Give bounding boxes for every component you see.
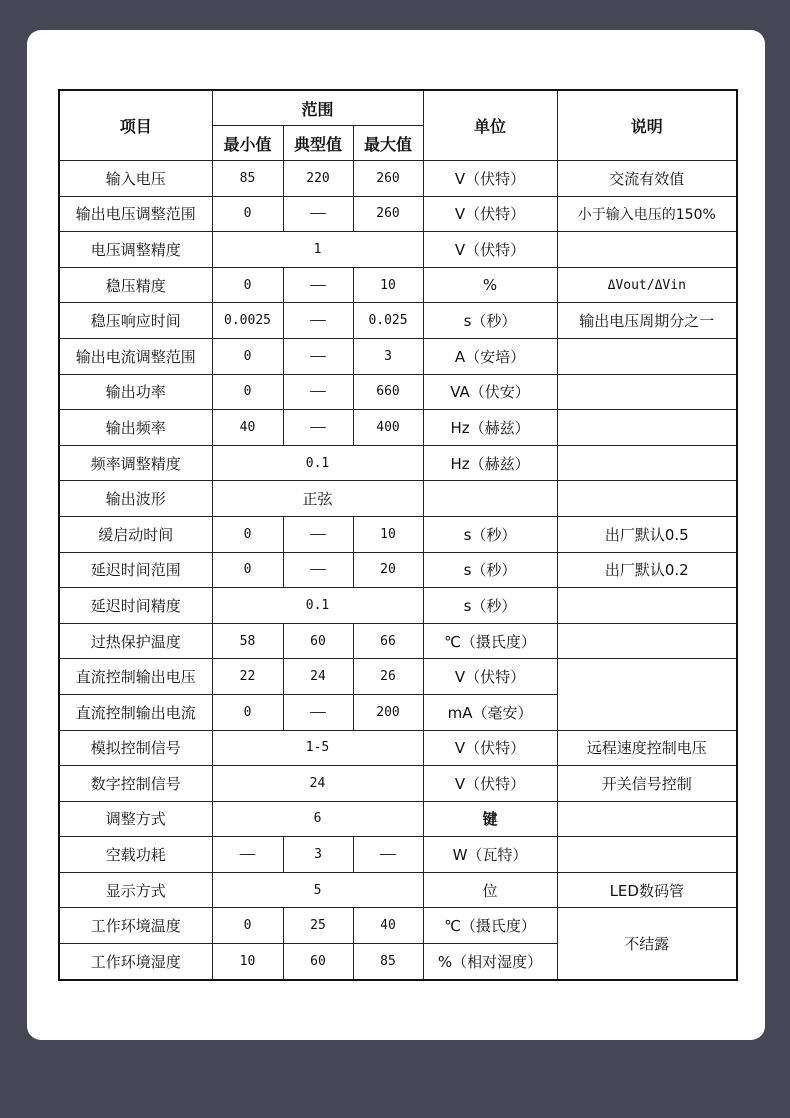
cell-note [557,837,737,873]
cell-max: 20 [353,552,423,588]
cell-note [557,445,737,481]
cell-note [557,588,737,624]
header-item: 项目 [59,90,212,161]
cell-item: 电压调整精度 [59,232,212,268]
table-row [59,623,737,659]
cell-item: 缓启动时间 [59,516,212,552]
cell-item: 延迟时间精度 [59,588,212,624]
cell-item: 直流控制输出电压 [59,659,212,695]
cell-unit: V（伏特） [423,161,557,197]
cell-unit: W（瓦特） [423,837,557,873]
cell-min: 0 [212,338,283,374]
table-row [59,588,737,624]
cell-typ: 220 [283,161,353,197]
cell-unit: s（秒） [423,588,557,624]
cell-min: 0 [212,196,283,232]
cell-range: 0.1 [212,445,423,481]
cell-item: 数字控制信号 [59,766,212,802]
table-row [59,801,737,837]
cell-max: 200 [353,694,423,730]
cell-unit: V（伏特） [423,659,557,695]
cell-typ: —— [283,338,353,374]
cell-typ: 3 [283,837,353,873]
cell-typ: —— [283,374,353,410]
cell-unit: A（安培） [423,338,557,374]
cell-range: 1-5 [212,730,423,766]
cell-typ: —— [283,267,353,303]
header-min: 最小值 [212,126,283,161]
table-row [59,161,737,197]
cell-max: 260 [353,196,423,232]
cell-max: 0.025 [353,303,423,339]
cell-item: 显示方式 [59,872,212,908]
cell-item: 输出电流调整范围 [59,338,212,374]
cell-max: 26 [353,659,423,695]
cell-range: 24 [212,766,423,802]
cell-min: 0 [212,552,283,588]
cell-note: 出厂默认0.5 [557,516,737,552]
cell-max: 85 [353,944,423,980]
cell-min: 0 [212,374,283,410]
cell-note: LED数码管 [557,872,737,908]
cell-unit [423,481,557,517]
cell-min: 85 [212,161,283,197]
cell-unit: s（秒） [423,552,557,588]
cell-range: 1 [212,232,423,268]
cell-min: 10 [212,944,283,980]
cell-max: 40 [353,908,423,944]
cell-max: —— [353,837,423,873]
cell-item: 空载功耗 [59,837,212,873]
table-row [59,267,737,303]
table-row [59,659,737,695]
cell-unit: Hz（赫兹） [423,445,557,481]
cell-item: 延迟时间范围 [59,552,212,588]
cell-typ: —— [283,410,353,446]
cell-note: 交流有效值 [557,161,737,197]
cell-max: 660 [353,374,423,410]
table-row [59,338,737,374]
cell-note: 出厂默认0.2 [557,552,737,588]
table-row [59,730,737,766]
cell-item: 工作环境湿度 [59,944,212,980]
cell-max: 260 [353,161,423,197]
cell-note [557,801,737,837]
cell-min: 0 [212,267,283,303]
cell-typ: 25 [283,908,353,944]
cell-min: 0 [212,694,283,730]
cell-unit: %（相对湿度） [423,944,557,980]
table-row [59,516,737,552]
spec-table [58,89,738,981]
cell-unit: Hz（赫兹） [423,410,557,446]
header-max: 最大值 [353,126,423,161]
cell-unit: V（伏特） [423,232,557,268]
cell-unit: V（伏特） [423,730,557,766]
cell-item: 输出波形 [59,481,212,517]
cell-min: 22 [212,659,283,695]
cell-item: 工作环境温度 [59,908,212,944]
cell-note [557,232,737,268]
table-row [59,445,737,481]
cell-item: 频率调整精度 [59,445,212,481]
cell-note: 输出电压周期分之一 [557,303,737,339]
cell-min: 40 [212,410,283,446]
table-row [59,232,737,268]
cell-note: 开关信号控制 [557,766,737,802]
cell-note: 不结露 [557,908,737,980]
table-row [59,303,737,339]
cell-max: 10 [353,267,423,303]
cell-note: ΔVout/ΔVin [557,267,737,303]
cell-typ: 24 [283,659,353,695]
cell-note: 小于输入电压的150% [557,196,737,232]
cell-max: 66 [353,623,423,659]
cell-typ: —— [283,303,353,339]
cell-min: 0 [212,516,283,552]
cell-range: 6 [212,801,423,837]
cell-unit: ℃（摄氏度） [423,623,557,659]
cell-item: 输出功率 [59,374,212,410]
cell-note [557,481,737,517]
cell-unit: s（秒） [423,303,557,339]
cell-item: 模拟控制信号 [59,730,212,766]
cell-unit: % [423,267,557,303]
cell-typ: —— [283,694,353,730]
table-row [59,374,737,410]
cell-item: 输入电压 [59,161,212,197]
cell-min: —— [212,837,283,873]
cell-range: 5 [212,872,423,908]
table-row [59,552,737,588]
table-row [59,410,737,446]
cell-note [557,623,737,659]
cell-item: 稳压精度 [59,267,212,303]
table-row [59,766,737,802]
cell-unit: s（秒） [423,516,557,552]
cell-note: 远程速度控制电压 [557,730,737,766]
cell-note [557,410,737,446]
cell-unit: ℃（摄氏度） [423,908,557,944]
cell-unit: 位 [423,872,557,908]
header-note: 说明 [557,90,737,161]
cell-unit: mA（毫安） [423,694,557,730]
cell-unit: V（伏特） [423,766,557,802]
table-row [59,481,737,517]
cell-min: 0 [212,908,283,944]
cell-typ: —— [283,196,353,232]
cell-typ: 60 [283,623,353,659]
cell-note [557,374,737,410]
header-unit: 单位 [423,90,557,161]
cell-min: 58 [212,623,283,659]
cell-typ: —— [283,516,353,552]
header-typ: 典型值 [283,126,353,161]
cell-max: 10 [353,516,423,552]
cell-min: 0.0025 [212,303,283,339]
cell-unit: 键 [423,801,557,837]
table-row [59,908,737,944]
cell-item: 直流控制输出电流 [59,694,212,730]
cell-range: 正弦 [212,481,423,517]
table-row [59,837,737,873]
cell-item: 稳压响应时间 [59,303,212,339]
cell-note [557,338,737,374]
cell-unit: V（伏特） [423,196,557,232]
table-row [59,872,737,908]
cell-unit: VA（伏安） [423,374,557,410]
cell-note [557,659,737,730]
cell-item: 输出频率 [59,410,212,446]
cell-item: 调整方式 [59,801,212,837]
cell-range: 0.1 [212,588,423,624]
cell-max: 3 [353,338,423,374]
header-range: 范围 [212,90,423,126]
cell-max: 400 [353,410,423,446]
cell-typ: —— [283,552,353,588]
cell-item: 过热保护温度 [59,623,212,659]
cell-item: 输出电压调整范围 [59,196,212,232]
cell-typ: 60 [283,944,353,980]
table-row [59,196,737,232]
